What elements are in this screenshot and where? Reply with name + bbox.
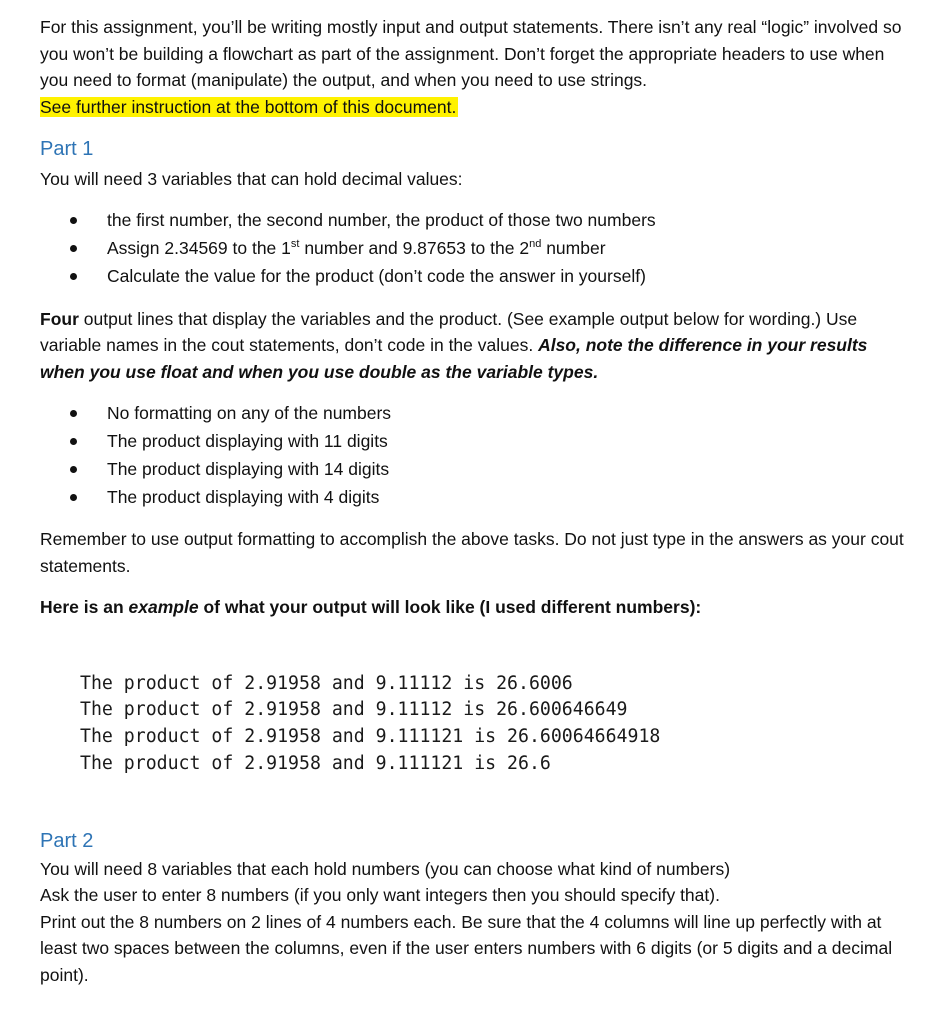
bullet-icon <box>70 217 77 224</box>
output-lines-paragraph: Four output lines that display the variables and the product. (See example output below for wording.) Use variable names in the cout statements, don’t code in the values. Also, note the difference in your results when you use float and when you use double as the variable types. <box>40 308 868 382</box>
document-page <box>40 14 910 988</box>
formatting-bullet-list <box>40 399 910 511</box>
code-line: The product of 2.91958 and 9.11112 is 26.600646649 <box>80 699 628 721</box>
part2-heading: Part 2 <box>40 829 94 852</box>
list-item: Assign 2.34569 to the 1st number and 9.87653 to the 2nd number <box>40 234 910 262</box>
list-item: Calculate the value for the product (don’t code the answer in yourself) <box>40 262 910 290</box>
part1-lead: You will need 3 variables that can hold decimal values: <box>40 169 463 189</box>
part1-heading: Part 1 <box>40 138 94 160</box>
list-item: No formatting on any of the numbers <box>40 399 910 427</box>
code-line: The product of 2.91958 and 9.111121 is 26.6 <box>80 752 551 774</box>
example-output-block <box>40 671 910 778</box>
bullet-icon <box>70 245 77 252</box>
bullet-icon <box>70 494 77 501</box>
bullet-icon <box>70 466 77 473</box>
intro-paragraph <box>40 14 910 120</box>
bullet-icon <box>70 410 77 417</box>
variables-bullet-list <box>40 206 910 290</box>
code-line: The product of 2.91958 and 9.111121 is 26.60064664918 <box>80 726 661 748</box>
bullet-icon <box>70 438 77 445</box>
bullet-icon <box>70 273 77 280</box>
intro-text: For this assignment, you’ll be writing mostly input and output statements. There isn’t any real “logic” involved so you won’t be building a flowchart as part of the assignment. Don’t forget the appropriate headers to use when you need to format (manipulate) the output, and when you need to use strings. <box>40 17 902 90</box>
highlighted-instruction: See further instruction at the bottom of this document. <box>40 96 457 117</box>
list-item: The product displaying with 11 digits <box>40 427 910 455</box>
part2-paragraph: You will need 8 variables that each hold numbers (you can choose what kind of numbers) Ask the user to enter 8 numbers (if you only want integers then you should specify that). Print out the 8 numbers on 2 lines of 4 numbers each. Be sure that the 4 columns will line up perfectly with at least two spaces between the columns, even if the user enters numbers with 6 digits (or 5 digits and a decimal point). <box>40 858 893 985</box>
code-line: The product of 2.91958 and 9.11112 is 26.6006 <box>80 672 573 694</box>
list-item: the first number, the second number, the product of those two numbers <box>40 206 910 234</box>
remember-paragraph: Remember to use output formatting to accomplish the above tasks. Do not just type in the answers as your cout statements. <box>40 529 904 576</box>
example-label: Here is an example of what your output will look like (I used different numbers): <box>40 597 702 617</box>
list-item: The product displaying with 14 digits <box>40 455 910 483</box>
list-item: The product displaying with 4 digits <box>40 483 910 511</box>
